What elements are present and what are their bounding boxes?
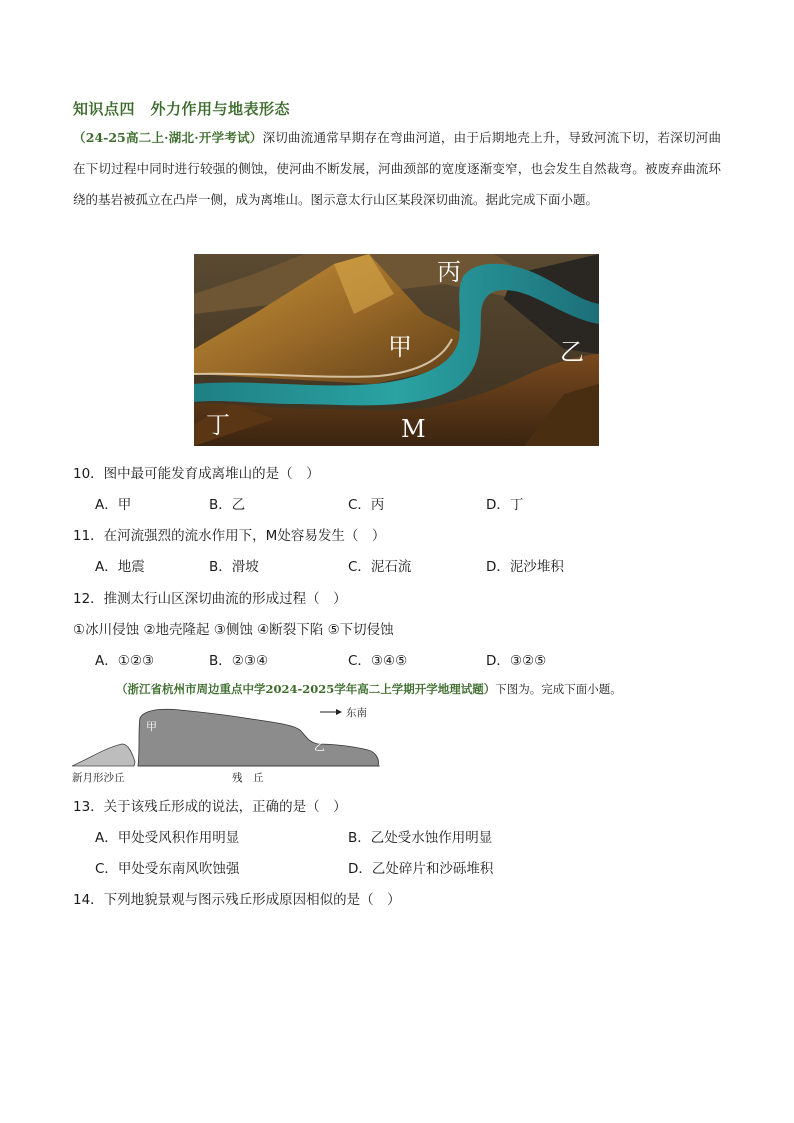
diagram-label-jia: 甲 bbox=[146, 720, 157, 733]
q10-option-a[interactable]: A．甲 bbox=[95, 497, 132, 513]
q10-option-d[interactable]: D．丁 bbox=[486, 497, 524, 513]
q13-option-d[interactable]: D．乙处碎片和沙砾堆积 bbox=[348, 861, 494, 877]
diagram-label-dune: 新月形沙丘 bbox=[72, 772, 125, 784]
q12-option-d[interactable]: D．③②⑤ bbox=[486, 653, 547, 669]
passage-2-text: 下图为。完成下面小题。 bbox=[495, 682, 622, 696]
photo-label-yi: 乙 bbox=[560, 338, 584, 366]
q10-option-b[interactable]: B．乙 bbox=[209, 497, 246, 513]
q11-option-c[interactable]: C．泥石流 bbox=[348, 559, 412, 575]
q13-option-b[interactable]: B．乙处受水蚀作用明显 bbox=[348, 830, 493, 846]
crescent-dune-shape bbox=[72, 744, 135, 766]
question-13-stem: 13．关于该残丘形成的说法，正确的是（ ） bbox=[73, 799, 347, 815]
q11-option-b[interactable]: B．滑坡 bbox=[209, 559, 259, 575]
question-11-stem: 11．在河流强烈的流水作用下，M处容易发生（ ） bbox=[73, 528, 386, 544]
diagram-label-direction: 东南 bbox=[346, 707, 367, 719]
q11-option-a[interactable]: A．地震 bbox=[95, 559, 145, 575]
q11-option-d[interactable]: D．泥沙堆积 bbox=[486, 559, 564, 575]
photo-label-jia: 甲 bbox=[388, 333, 412, 361]
passage-2-source: （浙江省杭州市周边重点中学2024-2025学年高二上学期开学地理试题） bbox=[116, 682, 496, 696]
question-12-stem: 12．推测太行山区深切曲流的形成过程（ ） bbox=[73, 591, 347, 607]
q13-option-c[interactable]: C．甲处受东南风吹蚀强 bbox=[95, 861, 240, 877]
passage-2 bbox=[116, 681, 622, 697]
question-10-stem: 10．图中最可能发育成离堆山的是（ ） bbox=[73, 466, 320, 482]
passage-1-source: （24-25高二上·湖北·开学考试） bbox=[73, 130, 263, 145]
residual-hill-diagram bbox=[70, 700, 390, 790]
passage-1-text: 深切曲流通常早期存在弯曲河道，由于后期地壳上升，导致河流下切，若深切河曲在下切过程中同时进行较强的侧蚀，使河曲不断发展，河曲颈部的宽度逐渐变窄，也会发生自然裁弯。被废弃曲流环绕的基岩被孤立在凸岸一侧，成为离堆山。图示意太行山区某段深切曲流。据此完成下面小题。 bbox=[73, 130, 721, 207]
photo-label-ding: 丁 bbox=[206, 411, 230, 439]
q10-option-c[interactable]: C．丙 bbox=[348, 497, 385, 513]
passage-1 bbox=[73, 122, 721, 215]
q13-option-a[interactable]: A．甲处受风积作用明显 bbox=[95, 830, 240, 846]
q12-option-a[interactable]: A．①②③ bbox=[95, 653, 155, 669]
q12-option-c[interactable]: C．③④⑤ bbox=[348, 653, 408, 669]
photo-label-bing: 丙 bbox=[437, 258, 461, 286]
diagram-label-residual: 残 丘 bbox=[232, 772, 264, 784]
photo-label-m: M bbox=[401, 415, 426, 443]
question-14-stem: 14．下列地貌景观与图示残丘形成原因相似的是（ ） bbox=[73, 892, 401, 908]
section-title: 知识点四 外力作用与地表形态 bbox=[73, 100, 291, 118]
meander-photo bbox=[194, 254, 599, 446]
diagram-label-yi: 乙 bbox=[314, 740, 325, 753]
q12-choices-line: ①冰川侵蚀 ②地壳隆起 ③侧蚀 ④断裂下陷 ⑤下切侵蚀 bbox=[73, 622, 394, 638]
q12-option-b[interactable]: B．②③④ bbox=[209, 653, 269, 669]
residual-hill-shape bbox=[138, 709, 379, 766]
